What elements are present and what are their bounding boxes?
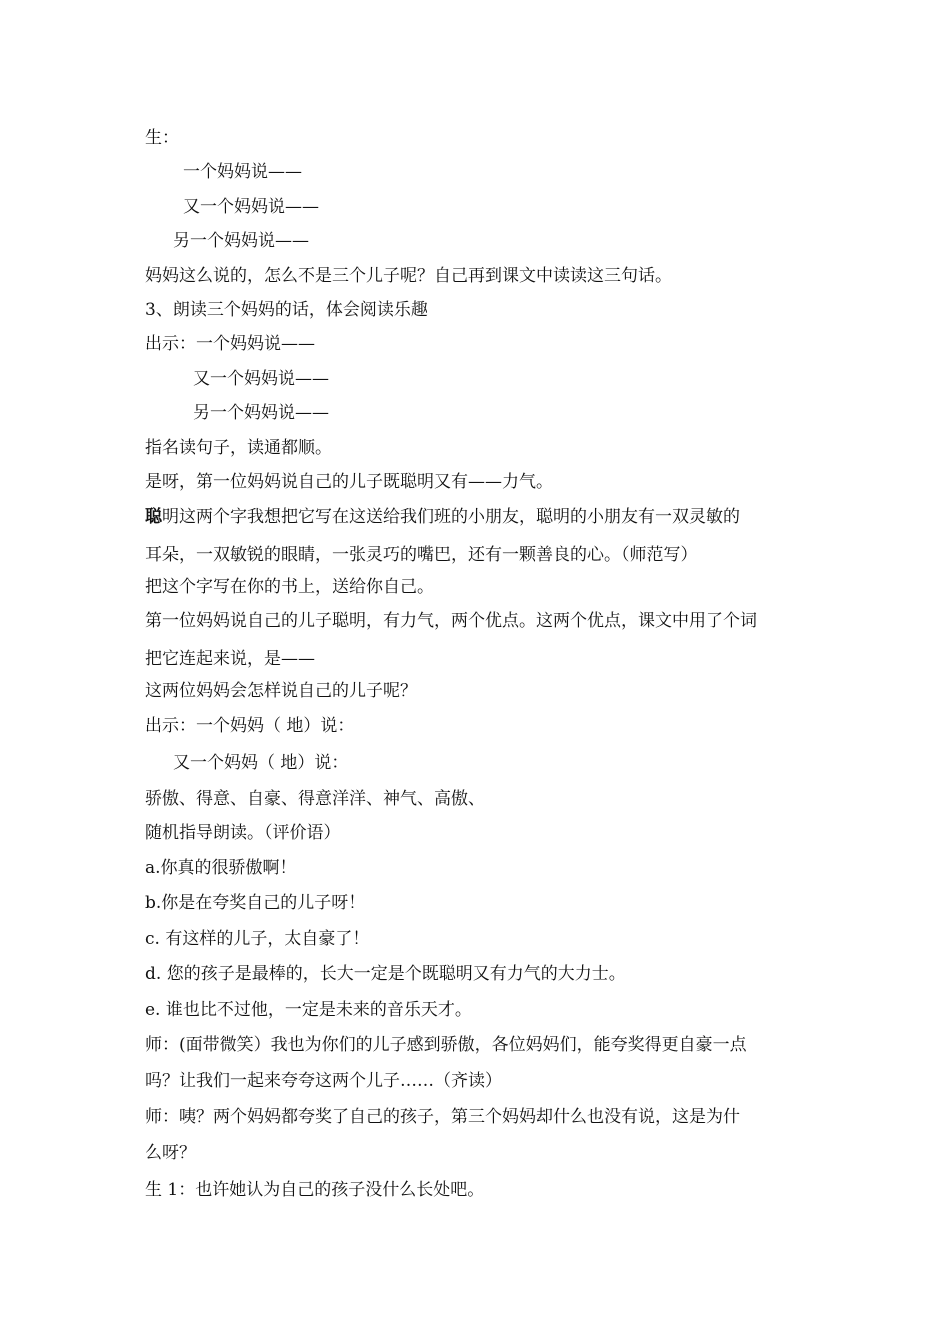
text-line: 一个妈妈说—— — [183, 162, 302, 182]
text-line: 么呀？ — [145, 1143, 196, 1163]
text-line: b.你是在夸奖自己的儿子呀！ — [145, 893, 366, 913]
text-line: 出示：一个妈妈说—— — [145, 334, 315, 354]
text-line: 把这个字写在你的书上，送给你自己。 — [145, 577, 434, 597]
section-heading: 3、朗读三个妈妈的话，体会阅读乐趣 — [145, 300, 428, 320]
text-line: 骄傲、得意、自豪、得意洋洋、神气、高傲、 — [145, 789, 485, 809]
text-line: 又一个妈妈说—— — [193, 369, 329, 389]
text-line: 另一个妈妈说—— — [193, 403, 329, 423]
text-line: 生： — [145, 128, 179, 148]
text-line: 是呀，第一位妈妈说自己的儿子既聪明又有——力气。 — [145, 472, 553, 492]
text-line: 随机指导朗读。（评价语） — [145, 823, 341, 843]
text-line: 师：(面带微笑）我也为你们的儿子感到骄傲，各位妈妈们，能夸奖得更自豪一点 — [145, 1035, 747, 1055]
text-line: e. 谁也比不过他，一定是未来的音乐天才。 — [145, 1000, 472, 1020]
text-line: 第一位妈妈说自己的儿子聪明，有力气，两个优点。这两个优点，课文中用了个词 — [145, 611, 757, 631]
text-line: 又一个妈妈（ 地）说： — [173, 753, 349, 773]
text-line: a.你真的很骄傲啊！ — [145, 858, 297, 878]
text-line: 这两位妈妈会怎样说自己的儿子呢？ — [145, 681, 417, 701]
text-line: 生 1：也许她认为自己的孩子没什么长处吧。 — [145, 1180, 485, 1200]
text-line — [145, 506, 740, 528]
text-line: 耳朵，一双敏锐的眼睛，一张灵巧的嘴巴，还有一颗善良的心。（师范写） — [145, 545, 698, 565]
text-line: 又一个妈妈说—— — [183, 197, 319, 217]
text-line: 吗？让我们一起来夸夸这两个儿子……（齐读） — [145, 1071, 502, 1091]
text-line: 妈妈这么说的，怎么不是三个儿子呢？自己再到课文中读读这三句话。 — [145, 266, 672, 286]
text-line: 把它连起来说，是—— — [145, 649, 315, 669]
text-line: 指名读句子，读通都顺。 — [145, 438, 332, 458]
bold-character: 聪 — [145, 507, 162, 527]
text-span: 明这两个字我想把它写在这送给我们班的小朋友，聪明的小朋友有一双灵敏的 — [162, 507, 740, 527]
text-line: 另一个妈妈说—— — [173, 231, 309, 251]
text-line: d. 您的孩子是最棒的，长大一定是个既聪明又有力气的大力士。 — [145, 964, 626, 984]
text-line: 出示：一个妈妈（ 地）说： — [145, 716, 355, 736]
text-line: c. 有这样的儿子，太自豪了！ — [145, 929, 370, 949]
text-line: 师：咦？两个妈妈都夸奖了自己的孩子，第三个妈妈却什么也没有说，这是为什 — [145, 1107, 740, 1127]
